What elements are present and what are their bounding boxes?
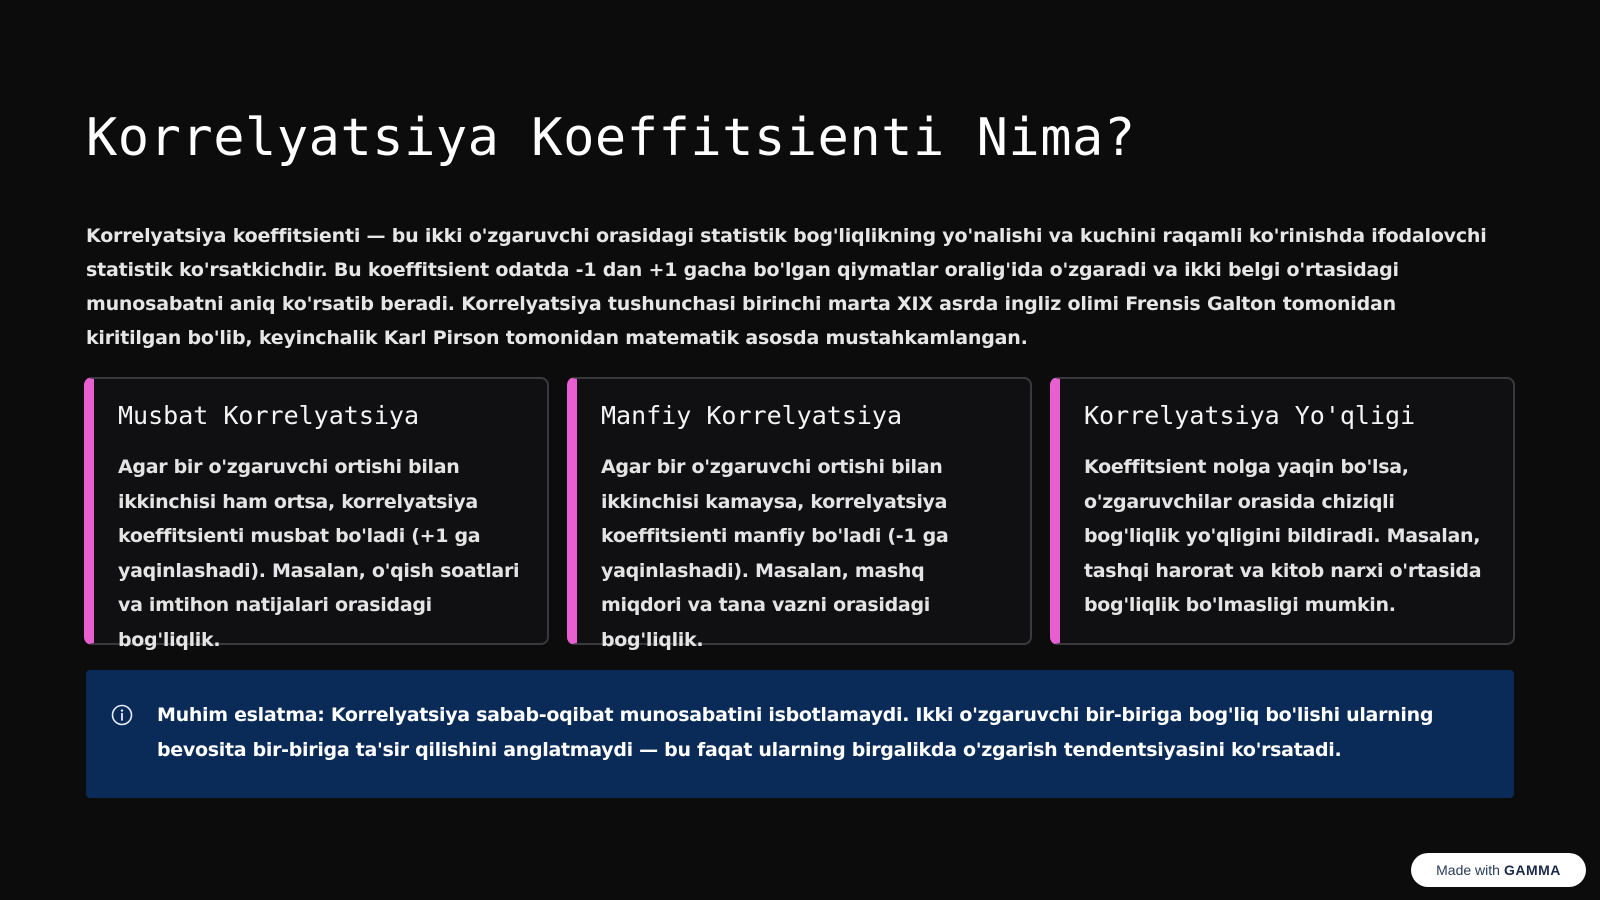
card-row [84, 377, 1514, 651]
info-icon [111, 704, 133, 726]
card-body: Agar bir o'zgaruvchi ortishi bilan ikkinchisi ham ortsa, korrelyatsiya koeffitsienti musbat bo'ladi (+1 ga yaqinlashadi). Masalan, o'qish soatlari va imtihon natijalari orasidagi bog'liqlik. [118, 456, 520, 651]
card-title: Korrelyatsiya Yo'qligi [1084, 401, 1416, 430]
card-positive-correlation [84, 377, 549, 651]
important-note-callout [86, 670, 1514, 798]
made-with-gamma-badge[interactable] [1411, 853, 1586, 887]
card-negative-correlation [567, 377, 1032, 651]
card-title: Musbat Korrelyatsiya [118, 401, 420, 430]
card-body: Agar bir o'zgaruvchi ortishi bilan ikkinchisi kamaysa, korrelyatsiya koeffitsienti manfiy bo'ladi (-1 ga yaqinlashadi). Masalan, mashq miqdori va tana vazni orasidagi bog'liqlik. [601, 456, 949, 651]
gamma-logo: GAMMA [1503, 862, 1561, 878]
intro-paragraph: Korrelyatsiya koeffitsienti — bu ikki o'zgaruvchi orasidagi statistik bog'liqlikning yo'nalishi va kuchini raqamli ko'rinishda ifodalovchi statistik ko'rsatkichdir. Bu koeffitsient odatda -1 dan +1 gacha bo'lgan qiymatlar oralig'ida o'zgaradi va ikki belgi o'rtasidagi munosabatni aniq ko'rsatib beradi. Korrelyatsiya tushunchasi birinchi marta XIX asrda ingliz olimi Frensis Galton tomonidan kiritilgan bo'lib, keyinchalik Karl Pirson tomonidan matematik asosda mustahkamlangan. [86, 225, 1487, 349]
note-text: Muhim eslatma: Korrelyatsiya sabab-oqibat munosabatini isbotlamaydi. Ikki o'zgaruvchi bir-biriga bog'liq bo'lishi ularning bevosita bir-biriga ta'sir qilishini anglatmaydi — bu faqat ularning birgalikda o'zgarish tendentsiyasini ko'rsatadi. [157, 704, 1434, 761]
card-no-correlation [1050, 377, 1515, 645]
slide-title: Korrelyatsiya Koeffitsienti Nima? [86, 108, 1136, 168]
card-body: Koeffitsient nolga yaqin bo'lsa, o'zgaruvchilar orasida chiziqli bog'liqlik yo'qligini bildiradi. Masalan, tashqi harorat va kitob narxi o'rtasida bog'liqlik bo'lmasligi mumkin. [1084, 456, 1482, 616]
badge-prefix: Made with [1436, 862, 1500, 878]
card-title: Manfiy Korrelyatsiya [601, 401, 903, 430]
